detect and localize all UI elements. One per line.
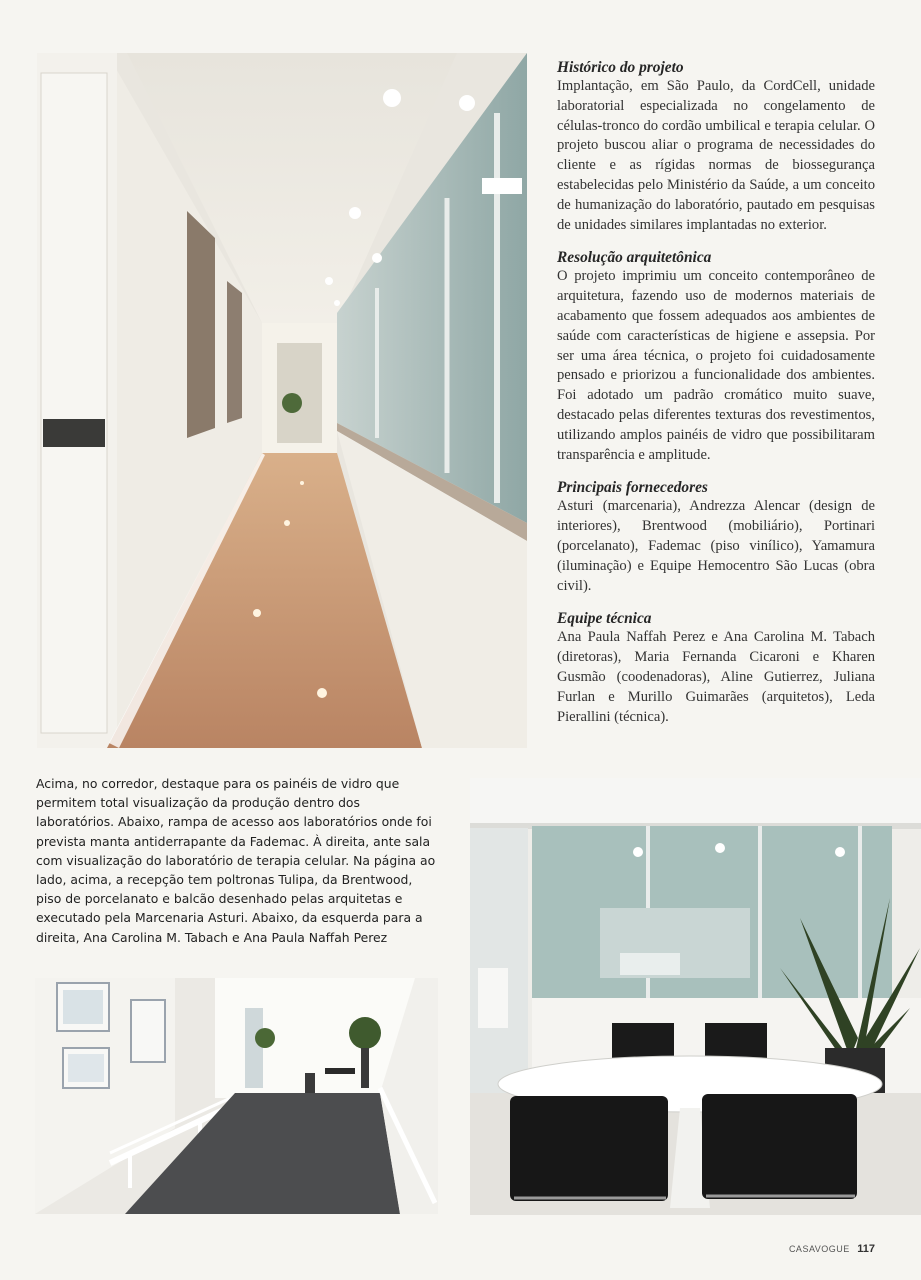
section-body: Asturi (marcenaria), Andrezza Alencar (design de interiores), Brentwood (mobiliário), Portinari (porcelanato), Fademac (piso vinílico), Yamamura (iluminação) e Equipe Hemocentro São Lucas (obra civil). (557, 498, 875, 594)
magazine-brand: CASAVOGUE (788, 1244, 850, 1254)
page-footer (789, 1239, 875, 1257)
section-heading: Resolução arquitetônica (557, 249, 712, 267)
section-heading: Histórico do projeto (557, 59, 684, 76)
anteroom-photo (470, 778, 921, 1215)
section-main-suppliers (557, 478, 875, 596)
section-body: Implantação, em São Paulo, da CordCell, unidade laboratorial especializada no congelamento de células-tronco do cordão umbilical e terapia celular. O projeto buscou aliar o programa de necessidades do cliente e as rígidas normas de biossegurança estabelecidas pelo Ministério da Saúde, a um conceito de humanização do laboratório, pautado em pesquisas de unidades similares implantadas no exterior. (557, 78, 875, 233)
article-text-column (557, 58, 875, 740)
section-heading: Equipe técnica (557, 610, 652, 628)
section-body: O projeto imprimiu um conceito contemporâneo de arquitetura, fazendo uso de modernos materiais de acabamento que fossem adequados aos ambientes de saúde com características de higiene e assepsia. Por ser uma área técnica, o projeto foi cuidadosamente pensado e priorizou a funcionalidade dos ambientes. Foi adotado um padrão cromático muito suave, destacado pelas diferentes texturas dos revestimentos, utilizando amplos painéis de vidro que possibilitaram transparência e amplitude. (557, 268, 875, 463)
page-number: 117 (857, 1243, 875, 1255)
section-heading: Principais fornecedores (557, 479, 708, 497)
photo-caption: Acima, no corredor, destaque para os painéis de vidro que permitem total visualização da produção dentro dos laboratórios. Abaixo, rampa de acesso aos laboratórios onde foi prevista manta antiderrapante da Fademac. À direita, ante sala com visualização do laboratório de terapia celular. Na página ao lado, acima, a recepção tem poltronas Tulipa, da Brentwood, piso de porcelanato e balcão desenhado pelas arquitetas e executado pela Marcenaria Asturi. Abaixo, da esquerda para a direita, Ana Carolina M. Tabach e Ana Paula Naffah Perez (36, 776, 436, 945)
section-technical-team (557, 609, 875, 727)
corridor-photo (37, 53, 527, 748)
section-architectural-resolution (557, 248, 875, 465)
section-body: Ana Paula Naffah Perez e Ana Carolina M. Tabach (diretoras), Maria Fernanda Cicaroni e Kharen Gusmão (coodenadoras), Aline Gutierrez, Juliana Furlan e Murillo Guimarães (arquitetos), Leda Pierallini (técnica). (557, 629, 875, 725)
ramp-photo (35, 978, 438, 1214)
section-project-history (557, 58, 875, 235)
